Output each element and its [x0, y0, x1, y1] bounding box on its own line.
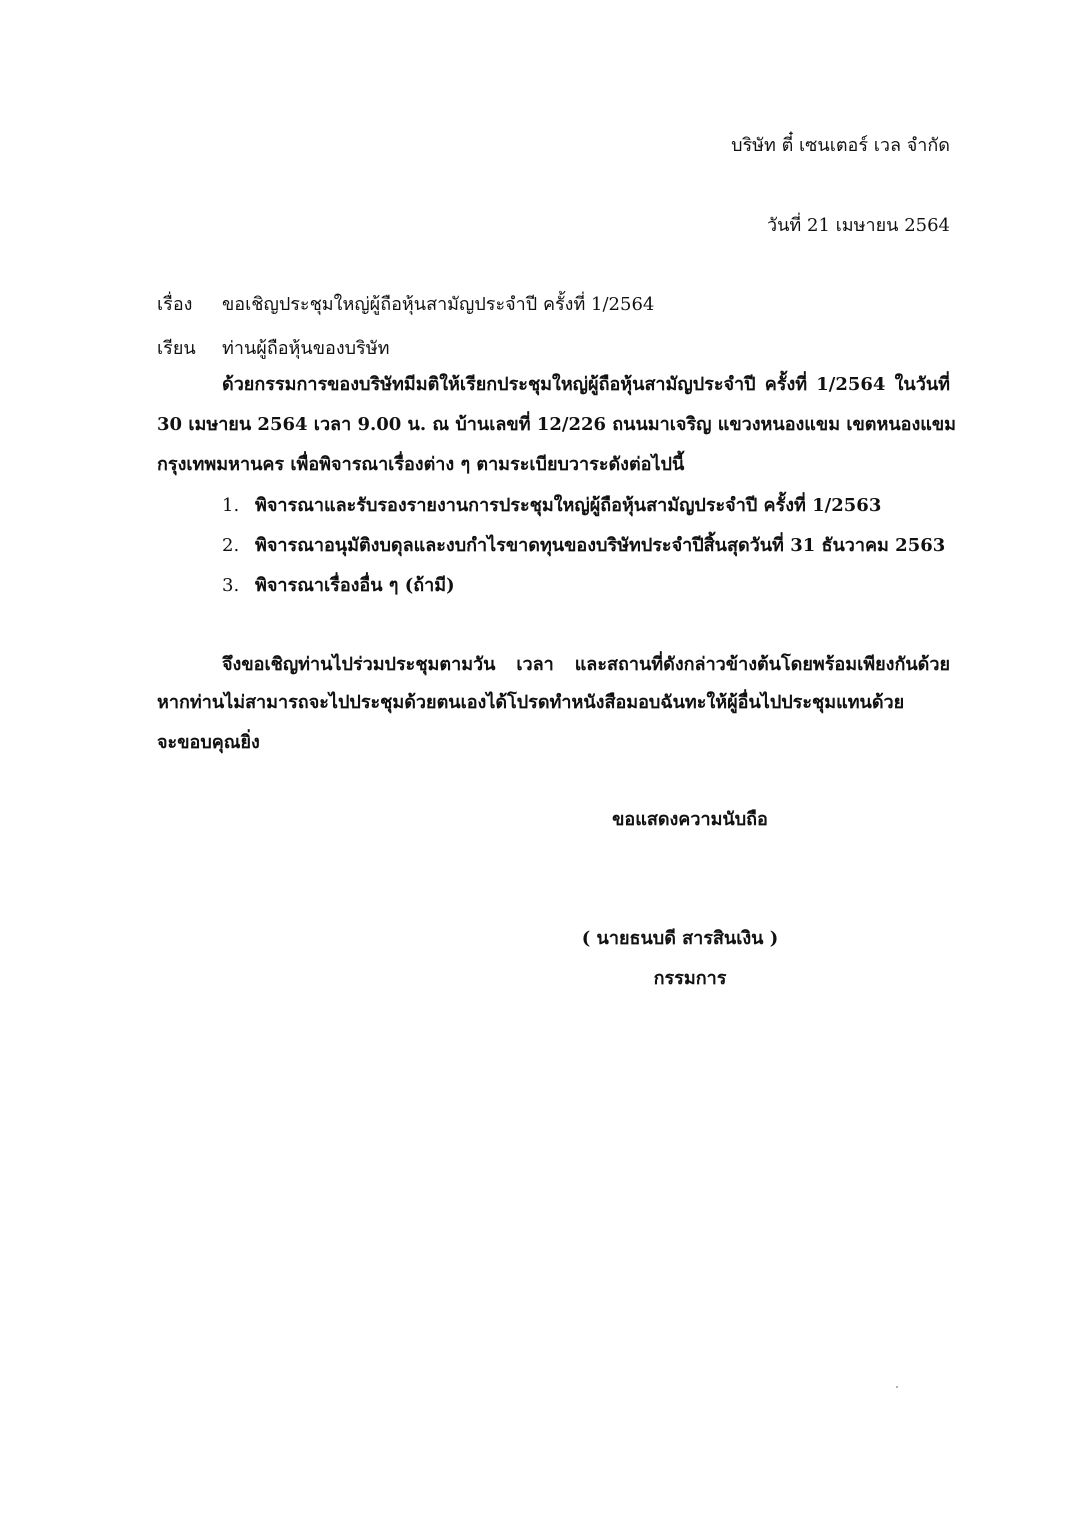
subject-text: ขอเชิญประชุมใหญ่ผู้ถือหุ้นสามัญประจำปี ครั้งที่ 1/2564 — [222, 294, 655, 315]
subject-label: เรื่อง — [157, 294, 193, 315]
body-line-3: กรุงเทพมหานคร เพื่อพิจารณาเรื่องต่าง ๆ ตามระเบียบวาระดังต่อไปนี้ — [157, 454, 685, 475]
recipient-text: ท่านผู้ถือหุ้นของบริษัท — [222, 338, 390, 359]
letter-date: วันที่ 21 เมษายน 2564 — [767, 215, 950, 236]
closing-line-1: จึงขอเชิญท่านไปร่วมประชุมตามวัน เวลา และสถานที่ดังกล่าวข้างต้นโดยพร้อมเพียงกันด้วย — [222, 654, 950, 675]
agenda-number: 1. — [222, 495, 240, 516]
closing-line-3: จะขอบคุณยิ่ง — [157, 732, 260, 753]
scan-speck — [896, 1386, 898, 1388]
agenda-number: 2. — [222, 535, 240, 556]
agenda-item-3: พิจารณาเรื่องอื่น ๆ (ถ้ามี) — [255, 575, 455, 596]
signer-name: ( นายธนบดี สารสินเงิน ) — [581, 928, 779, 949]
regards-text: ขอแสดงความนับถือ — [612, 809, 768, 830]
signer-title: กรรมการ — [653, 968, 727, 989]
body-line-1: ด้วยกรรมการของบริษัทมีมติให้เรียกประชุมใหญ่ผู้ถือหุ้นสามัญประจำปี ครั้งที่ 1/2564 ในวันที่ — [222, 374, 950, 395]
agenda-number: 3. — [222, 575, 240, 596]
recipient-label: เรียน — [157, 338, 196, 359]
agenda-item-1: พิจารณาและรับรองรายงานการประชุมใหญ่ผู้ถือหุ้นสามัญประจำปี ครั้งที่ 1/2563 — [255, 495, 882, 516]
agenda-item-2: พิจารณาอนุมัติงบดุลและงบกำไรขาดทุนของบริษัทประจำปีสิ้นสุดวันที่ 31 ธันวาคม 2563 — [255, 535, 946, 556]
company-name: บริษัท ตี๋ เซนเตอร์ เวล จำกัด — [731, 135, 950, 156]
body-line-2: 30 เมษายน 2564 เวลา 9.00 น. ณ บ้านเลขที่ 12/226 ถนนมาเจริญ แขวงหนองแขม เขตหนองแขม — [157, 414, 957, 435]
closing-line-2: หากท่านไม่สามารถจะไปประชุมด้วยตนเองได้โปรดทำหนังสือมอบฉันทะให้ผู้อื่นไปประชุมแทนด้วย — [157, 692, 905, 713]
